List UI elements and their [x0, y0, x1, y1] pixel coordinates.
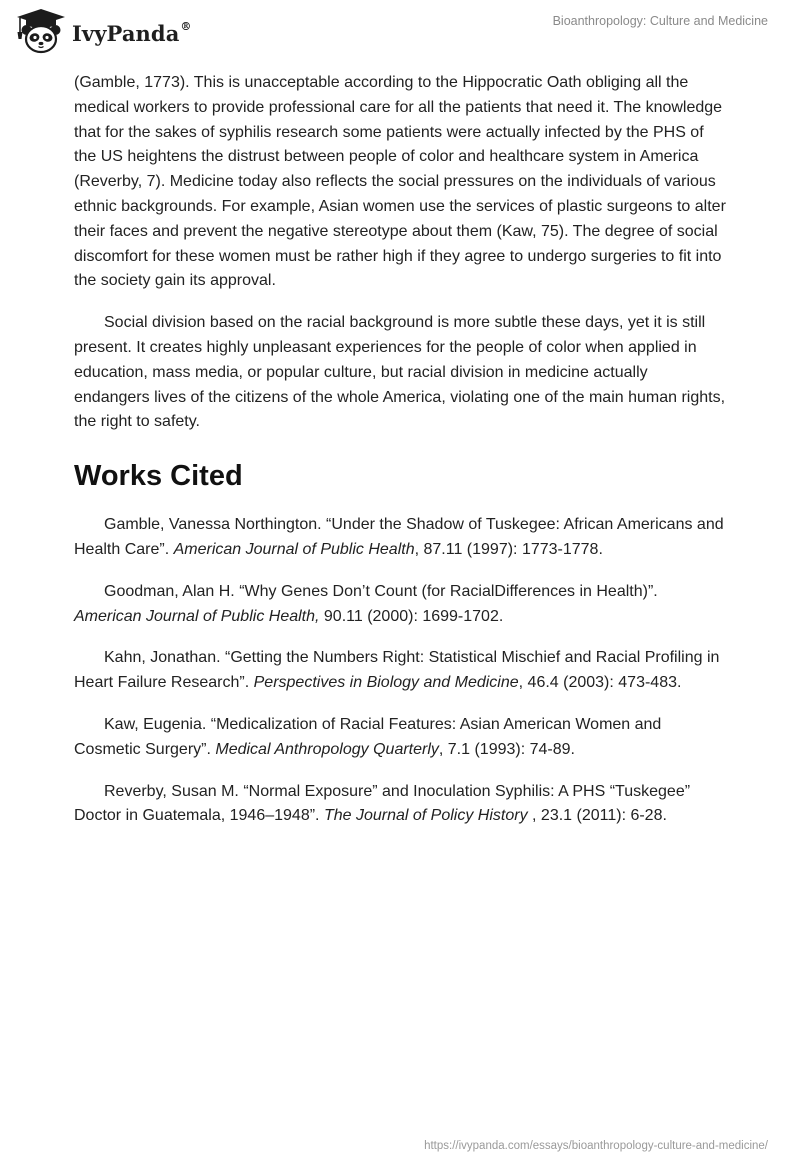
body-paragraph: (Gamble, 1773). This is unacceptable according to the Hippocratic Oath obliging all the medical workers to provide professional care for all the patients that need it. The knowledge that for the sakes of syphilis research some patients were actually infected by the PHS of the US heightens the distrust between people of color and healthcare system in America (Reverby, 7). Medicine today also reflects the social pressures on the individuals of various ethnic backgrounds. For example, Asian women use the services of plastic surgeons to alter their faces and prevent the negative stereotype about them (Kaw, 75). The degree of social discomfort for these women must be rather high if they agree to undergo surgeries to fit into the society gain its approval. — [74, 74, 726, 290]
journal-title: Perspectives in Biology and Medicine — [253, 674, 519, 692]
reference-entry: Reverby, Susan M. “Normal Exposure” and Inoculation Syphilis: A PHS “Tuskegee” Doctor in Guatemala, 1946–1948”. The Journal of Policy History , 23.1 (2011): 6-28. — [74, 782, 691, 825]
journal-title: Medical Anthropology Quarterly — [215, 740, 439, 758]
document-running-title: Bioanthropology: Culture and Medicine — [552, 14, 768, 28]
logo-wordmark: IvyPanda® — [72, 19, 192, 46]
reference-entry: Kahn, Jonathan. “Getting the Numbers Right: Statistical Mischief and Racial Profiling in Heart Failure Research”. Perspectives in Biology and Medicine, 46.4 (2003): 473-483. — [74, 649, 720, 692]
journal-title: American Journal of Public Health — [173, 540, 415, 558]
source-url-link[interactable]: https://ivypanda.com/essays/bioanthropology-culture-and-medicine/ — [424, 1140, 768, 1152]
essay-content — [74, 71, 726, 846]
reference-entry: Kaw, Eugenia. “Medicalization of Racial Features: Asian American Women and Cosmetic Surgery”. Medical Anthropology Quarterly, 7.1 (1993): 74-89. — [74, 715, 662, 758]
journal-title: The Journal of Policy History — [323, 807, 528, 825]
page-header — [0, 0, 800, 62]
journal-title: American Journal of Public Health, — [74, 607, 320, 625]
works-cited-heading: Works Cited — [74, 460, 243, 493]
reference-entry: Goodman, Alan H. “Why Genes Don’t Count (for RacialDifferences in Health)”. American Journal of Public Health, 90.11 (2000): 1699-1702. — [74, 582, 658, 625]
reference-entry: Gamble, Vanessa Northington. “Under the Shadow of Tuskegee: African Americans and Health Care”. American Journal of Public Health, 87.11 (1997): 1773-1778. — [74, 516, 724, 558]
ivypanda-logo[interactable] — [14, 8, 192, 54]
body-paragraph: Social division based on the racial background is more subtle these days, yet it is still present. It creates highly unpleasant experiences for the people of color when applied in education, mass media, or popular culture, but racial division in medicine actually endangers lives of the citizens of the whole America, violating one of the main human rights, the right to safety. — [74, 314, 726, 431]
panda-graduate-icon — [14, 8, 68, 54]
